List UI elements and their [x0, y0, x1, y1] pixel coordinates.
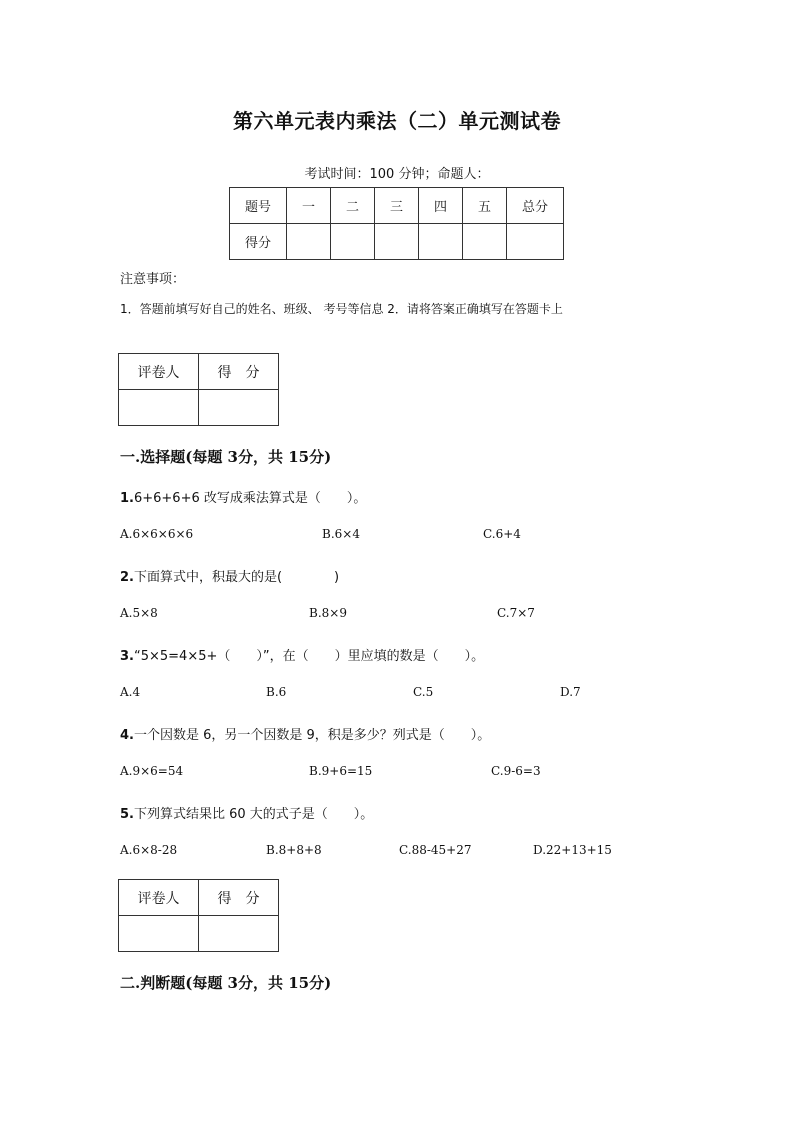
score-cell[interactable]: [419, 224, 463, 260]
score-cell[interactable]: [331, 224, 375, 260]
notes-title: 注意事项：: [120, 272, 186, 287]
question-number: 2.: [120, 570, 134, 585]
question-text: 下列算式结果比 60 大的式子是（ ）。: [133, 807, 374, 822]
option-c[interactable]: C.9-6=3: [491, 764, 541, 778]
question-number: 4.: [120, 728, 134, 743]
question-number: 5.: [120, 807, 134, 822]
score-table-score-row: [230, 224, 564, 260]
question-2: [120, 566, 339, 585]
option-c[interactable]: C.5: [413, 685, 434, 699]
score-label: 得 分: [199, 354, 279, 390]
score-table-header: 一: [287, 188, 331, 224]
question-text: 6+6+6+6 改写成乘法算式是（ ）。: [133, 491, 367, 506]
option-b[interactable]: B.6×4: [322, 527, 360, 541]
option-c[interactable]: C.7×7: [497, 606, 535, 620]
score-table-header: 三: [375, 188, 419, 224]
option-a[interactable]: A.6×8-28: [120, 843, 178, 857]
exam-info: 考试时间：100 分钟；命题人：: [304, 167, 490, 182]
grader-cell[interactable]: [119, 916, 199, 952]
option-a[interactable]: A.5×8: [120, 606, 158, 620]
grader-cell[interactable]: [119, 390, 199, 426]
option-a[interactable]: A.4: [120, 685, 141, 699]
section-title: 一.选择题(每题 3分，共 15分): [120, 448, 332, 466]
score-row-label: 得分: [230, 224, 287, 260]
option-b[interactable]: B.8+8+8: [266, 843, 322, 857]
option-b[interactable]: B.8×9: [309, 606, 347, 620]
question-number: 3.: [120, 649, 134, 664]
score-label: 得 分: [199, 880, 279, 916]
option-b[interactable]: B.6: [266, 685, 287, 699]
score-table-header: 五: [463, 188, 507, 224]
score-table: [229, 187, 564, 260]
section-title: 二.判断题(每题 3分，共 15分): [120, 974, 332, 992]
score-table-header: 二: [331, 188, 375, 224]
question-text: 下面算式中，积最大的是( ): [133, 570, 340, 585]
question-3: [120, 645, 484, 664]
option-c[interactable]: C.88-45+27: [399, 843, 472, 857]
page-title: 第六单元表内乘法（二）单元测试卷: [233, 109, 561, 133]
option-b[interactable]: B.9+6=15: [309, 764, 373, 778]
question-text: 一个因数是 6，另一个因数是 9，积是多少？列式是（ ）。: [133, 728, 491, 743]
notes-line: 1．答题前填写好自己的姓名、班级、 考号等信息 2．请将答案正确填写在答题卡上: [120, 302, 563, 316]
option-d[interactable]: D.22+13+15: [533, 843, 612, 857]
grader-label: 评卷人: [119, 354, 199, 390]
score-cell[interactable]: [287, 224, 331, 260]
score-table-header: 总分: [507, 188, 564, 224]
grader-score-cell[interactable]: [199, 390, 279, 426]
option-a[interactable]: A.9×6=54: [120, 764, 184, 778]
question-text: “5×5=4×5+（ ）”，在（ ）里应填的数是（ ）。: [133, 649, 485, 664]
score-table-header-row: [230, 188, 564, 224]
question-5: [120, 803, 373, 822]
question-number: 1.: [120, 491, 134, 506]
question-4: [120, 724, 490, 743]
score-table-header: 四: [419, 188, 463, 224]
score-cell[interactable]: [375, 224, 419, 260]
option-d[interactable]: D.7: [560, 685, 581, 699]
score-cell[interactable]: [507, 224, 564, 260]
score-cell[interactable]: [463, 224, 507, 260]
grader-score-cell[interactable]: [199, 916, 279, 952]
option-c[interactable]: C.6+4: [483, 527, 521, 541]
grader-label: 评卷人: [119, 880, 199, 916]
grader-table: [118, 353, 279, 426]
question-1: [120, 487, 366, 506]
option-a[interactable]: A.6×6×6×6: [120, 527, 194, 541]
score-table-header: 题号: [230, 188, 287, 224]
grader-table: [118, 879, 279, 952]
